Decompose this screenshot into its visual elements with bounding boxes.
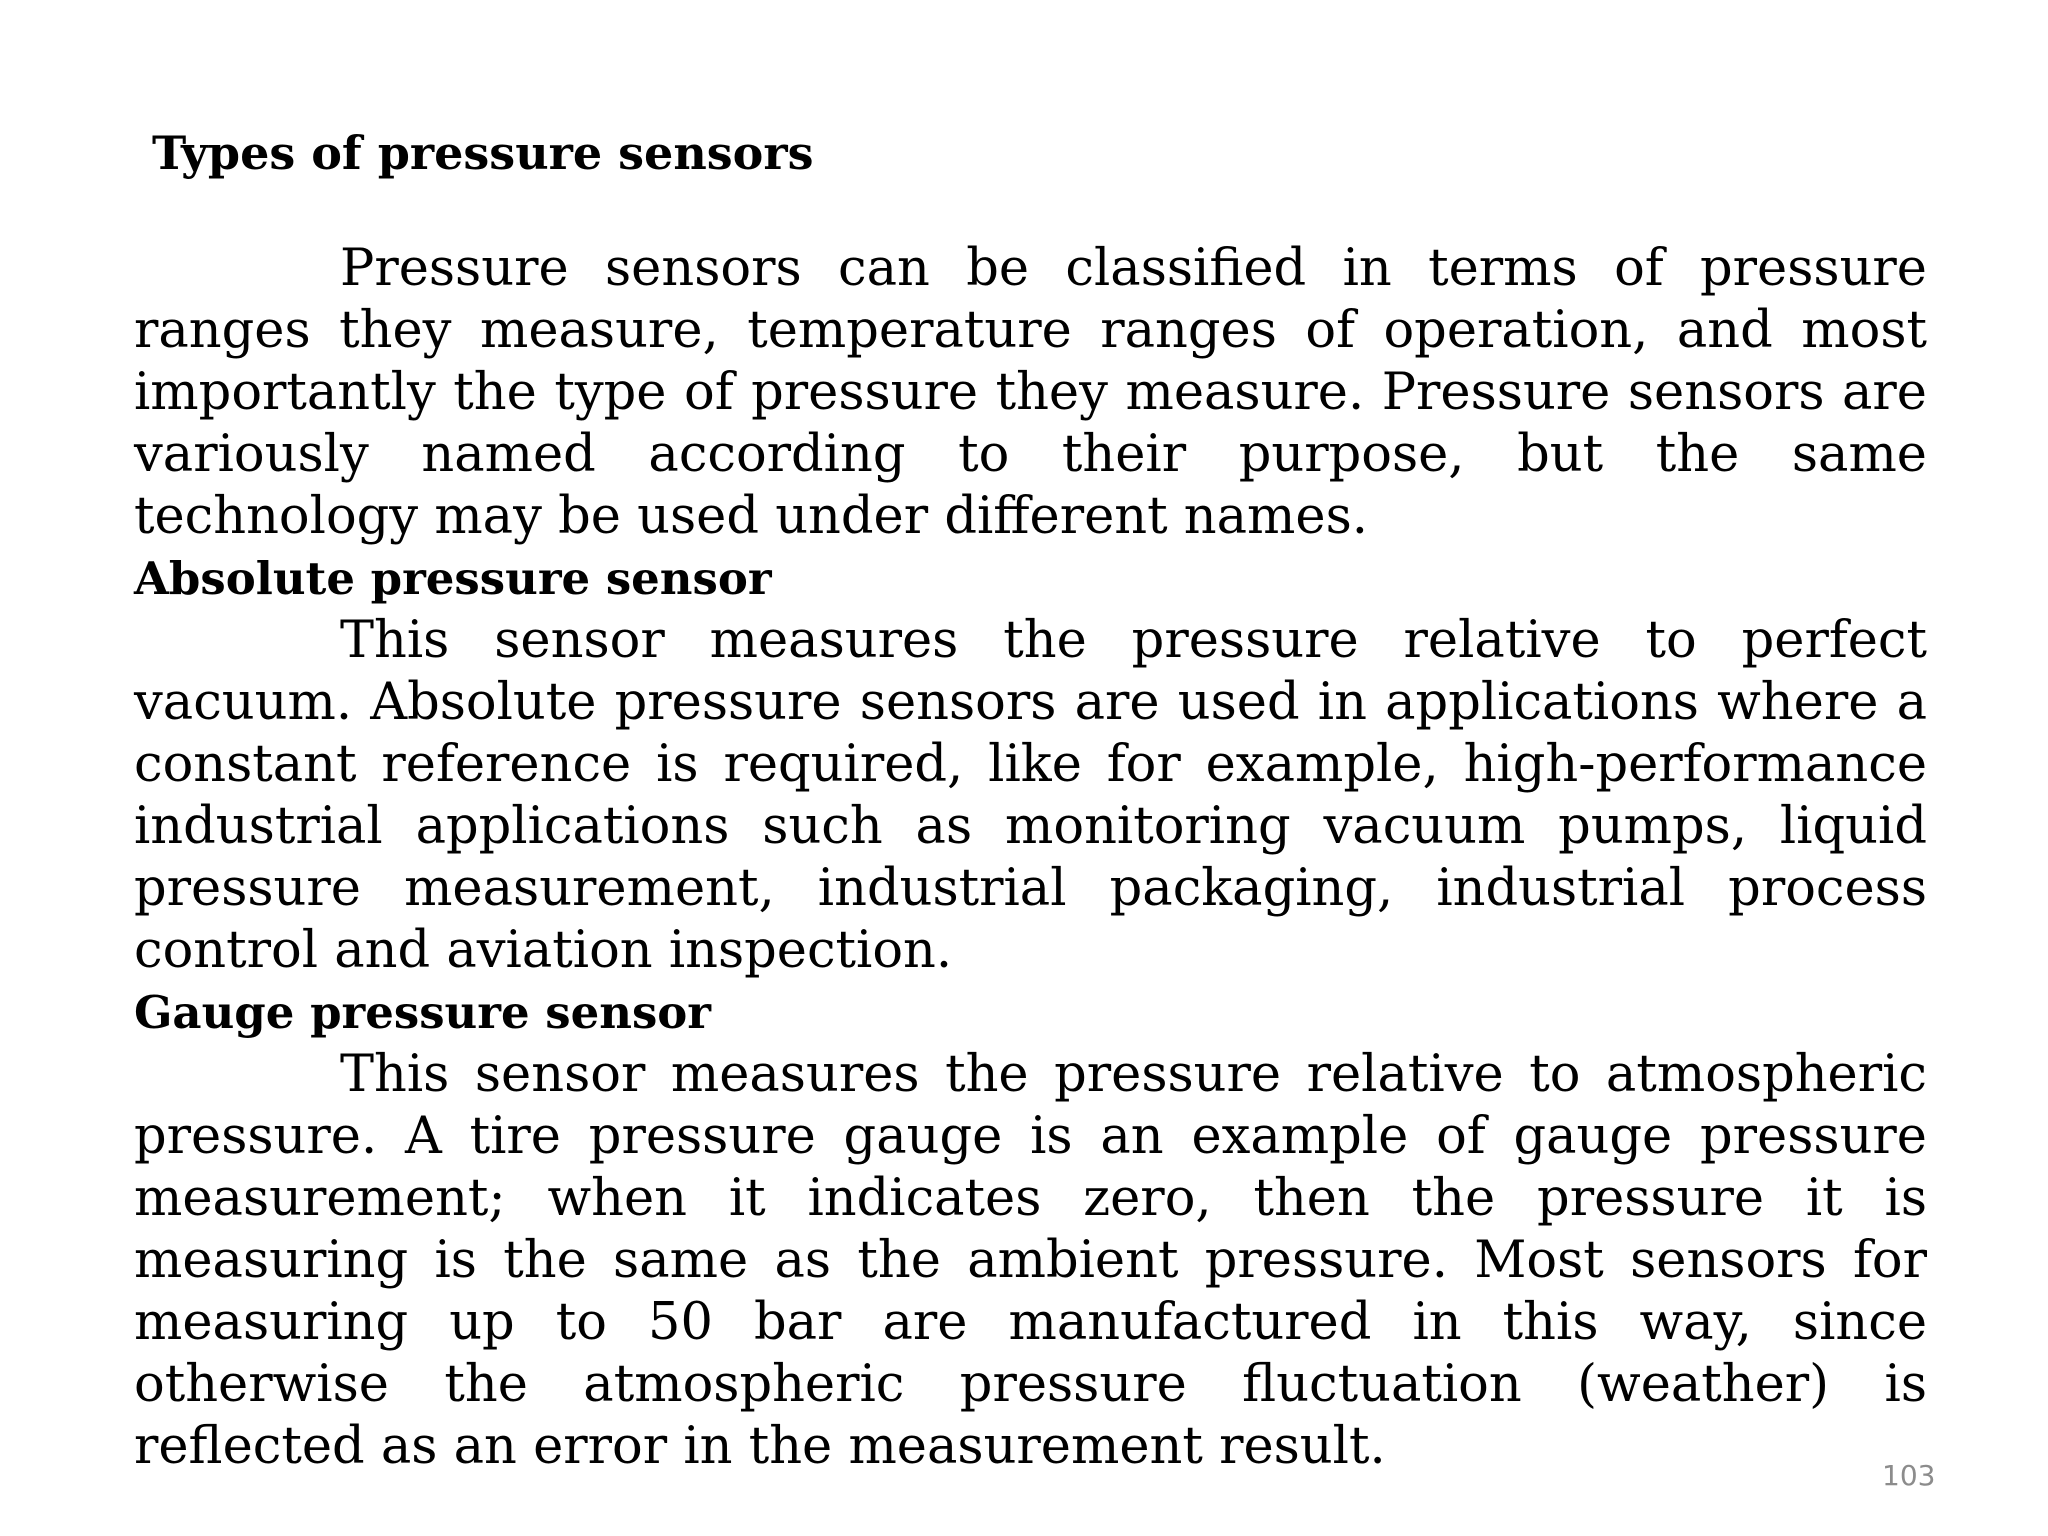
page-number: 103 [1882, 1459, 1936, 1492]
section-paragraph-absolute: This sensor measures the pressure relative to perfect vacuum. Absolute pressure sensors are used in applications where a constant reference is required, like for example, high-performance industrial applications such as monitoring vacuum pumps, liquid pressure measurement, industrial packaging, industrial process control and aviation inspection. [134, 611, 1927, 980]
section-heading-gauge: Gauge pressure sensor [134, 986, 712, 1039]
page-title: Types of pressure sensors [152, 126, 814, 180]
intro-paragraph: Pressure sensors can be classified in terms of pressure ranges they measure, temperature ranges of operation, and most importantly the type of pressure they measure. Pressure sensors are variously named according to their purpose, but the same technology may be used under different names. [134, 239, 1927, 546]
section-heading-absolute: Absolute pressure sensor [134, 552, 772, 605]
document-body [134, 238, 1927, 1478]
section-paragraph-gauge: This sensor measures the pressure relative to atmospheric pressure. A tire pressure gauge is an example of gauge pressure measurement; when it indicates zero, then the pressure it is measuring is the same as the ambient pressure. Most sensors for measuring up to 50 bar are manufactured in this way, since otherwise the atmospheric pressure fluctuation (weather) is reflected as an error in the measurement result. [134, 1045, 1927, 1476]
